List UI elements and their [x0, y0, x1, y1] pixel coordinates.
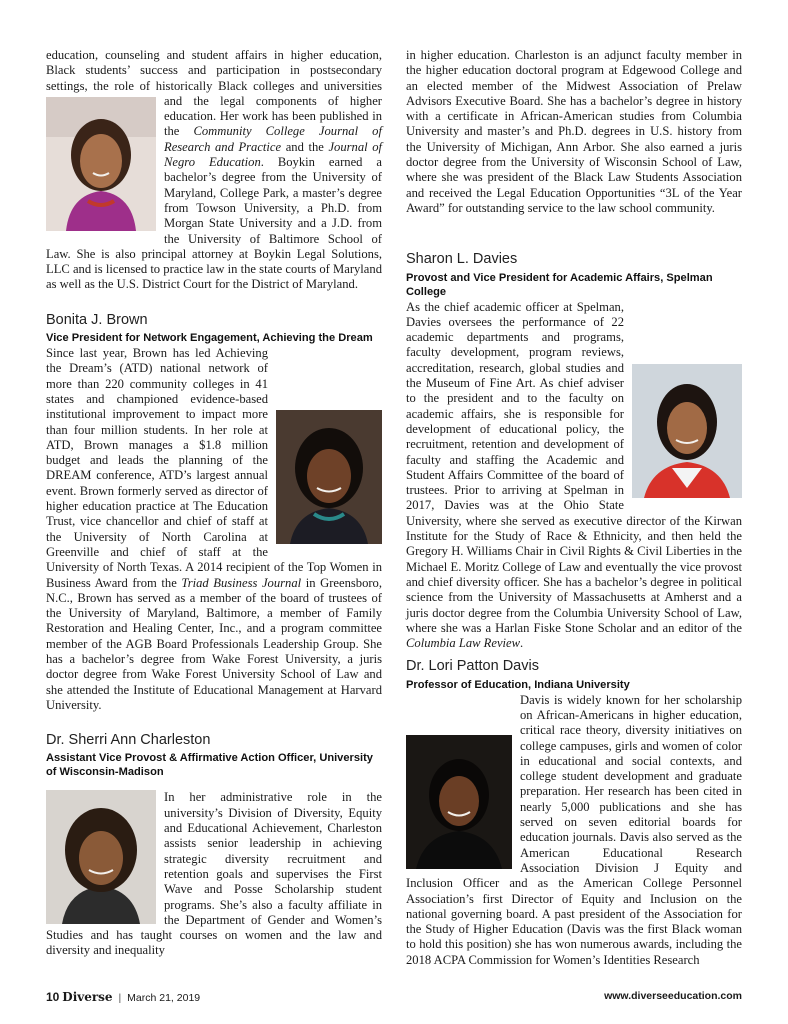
davis-photo	[406, 735, 512, 869]
brown-name: Bonita J. Brown	[46, 311, 148, 328]
charleston-name: Dr. Sherri Ann Charleston	[46, 732, 211, 749]
charleston-title: Assistant Vice Provost & Affirmative Action Officer, University of Wisconsin-Madison	[46, 752, 373, 779]
davies-section	[406, 252, 742, 651]
website-url[interactable]: www.diverseeducation.com	[604, 990, 742, 1002]
charleston-photo	[46, 790, 156, 924]
boykin-photo	[46, 97, 156, 231]
brown-title: Vice President for Network Engagement, Achieving the Dream	[46, 332, 373, 345]
charleston-section	[46, 733, 382, 959]
davis-section	[406, 659, 742, 968]
charleston-continued: in higher education. Charleston is an adjunct faculty member in the higher education doctoral program at Edgewood College and an elected member of the Midwest Association of Prelaw Advisors Executive Board. She has a bachelor’s degree in history with a certificate in African-American studies from Columbia University and master’s and Ph.D. degrees in U.S. history from the University of Michigan, Ann Arbor. She also earned a juris doctor degree from the University of Wisconsin School of Law, where she was president of the Black Law Students Association and received the Legal Education Opportunities “3L of the Year Award” for outstanding service to the law school community.	[406, 48, 742, 215]
davies-name: Sharon L. Davies	[406, 251, 518, 268]
brown-photo	[276, 410, 382, 544]
page-footer	[46, 990, 742, 1006]
footer-left	[46, 990, 200, 1004]
brown-bio: Since last year, Brown has led Achieving the Dream’s (ATD) national network of more than 220 community colleges in 41 states and championed evidence-based institutional improvement to impact more than four million students. In her role at ATD, Brown manages a $1.8 million budget and leads the planning of the DREAM conference, ATD’s largest annual event. Brown formerly served as director of higher education practice at The Education Trust, vice chancellor and chief of staff at the University of North Carolina at Greenville and chief of staff at the University of North Texas. A 2014 recipient of the Top Women in Business Award from the Triad Business Journal in Greensboro, N.C., Brown has served as a member of the board of trustees of the University of Maryland, Baltimore, a member of Family Restoration and Healing Center, Inc., and a program committee member of the AGB Board Professionals Leadership Group. She has a bachelor’s degree from Wake Forest University, a juris doctor degree from Wake Forest University School of Law and she attended the Institute of Educational Management at Harvard University.	[46, 346, 382, 712]
left-column	[46, 48, 382, 959]
davis-title: Professor of Education, Indiana University	[406, 678, 630, 691]
charleston-bio: In her administrative role in the university’s Division of Diversity, Equity and Educational Achievement, Charleston assists senior leadership in achieving strategic diversity recruitment and retention goals and supervises the First Wave and Posse Scholarship student programs. She’s also a faculty affiliate in the Department of Gender and Women’s Studies and has taught courses on women and the law and diversity and inequality	[46, 790, 382, 958]
davis-bio: Davis is widely known for her scholarship on African-Americans in higher education, critical race theory, diversity initiatives on college campuses, girls and women of color in educational and social contexts, and college student development and graduate preparation. Her research has been cited in nearly 5,000 publications and she has served on seven editorial boards for education journals. Davis also served as the American Educational Research Association Division J Equity and Inclusion Officer and as the American College Personnel Association’s first Director of Equity and Inclusion on the national governing board. A past president of the Association for the Study of Higher Education (Davis was the first Black woman to hold this position) she has won numerous awards, including the 2018 ACPA Commission for Women’s Identities Research	[406, 692, 742, 967]
davis-name: Dr. Lori Patton Davis	[406, 658, 539, 675]
davies-bio: As the chief academic officer at Spelman, Davies oversees the performance of 22 academic departments and programs, faculty development, program reviews, accreditation, research, global studies and the Museum of Fine Art. As chief adviser to the president and to the faculty on academic affairs, she is responsible for development of educational policy, the recruitment, retention and development of faculty and staffing the Academic and Student Affairs Committee of the board of trustees. Prior to arriving at Spelman in 2017, Davies was at the Ohio State University, where she served as executive director of the Kirwan Institute for the Study of Race & Ethnicity, and then held the Gregory H. Williams Chair in Civil Rights & Civil Liberties in the Michael E. Moritz College of Law and eventually the vice provost and chief diversity officer. She has a bachelor’s degree in political science from the University of Massachusetts at Amherst and a juris doctor degree from the Columbia University School of Law, where she was a Harlan Fiske Stone Scholar and an editor of the Columbia Law Review.	[406, 299, 742, 651]
davies-photo	[632, 364, 742, 498]
boykin-intro: education, counseling and student affairs in higher education, Black students’ success and participation in postsecondary settings, the role of historically Black colleges and universities and the legal components of higher education. Her work has been published in the Community College Journal of Research and Practice and the Journal of Negro Education. Boykin earned a bachelor’s degree from the University of Maryland, College Park, a master’s degree from Towson University, a Ph.D. from Morgan State University and a J.D. from the University of Baltimore School of Law. She is also principal attorney at Boykin Legal Solutions, LLC and is licensed to practice law in the state courts of Maryland as well as the U.S. District Court for the District of Maryland.	[46, 48, 383, 292]
page-number: 10	[46, 990, 60, 1004]
right-column	[406, 48, 742, 968]
magazine-name: Diverse	[62, 990, 113, 1004]
footer-separator: |	[118, 992, 122, 1004]
davies-title: Provost and Vice President for Academic Affairs, Spelman College	[406, 271, 713, 298]
brown-section	[46, 313, 382, 713]
issue-date: March 21, 2019	[127, 992, 201, 1004]
